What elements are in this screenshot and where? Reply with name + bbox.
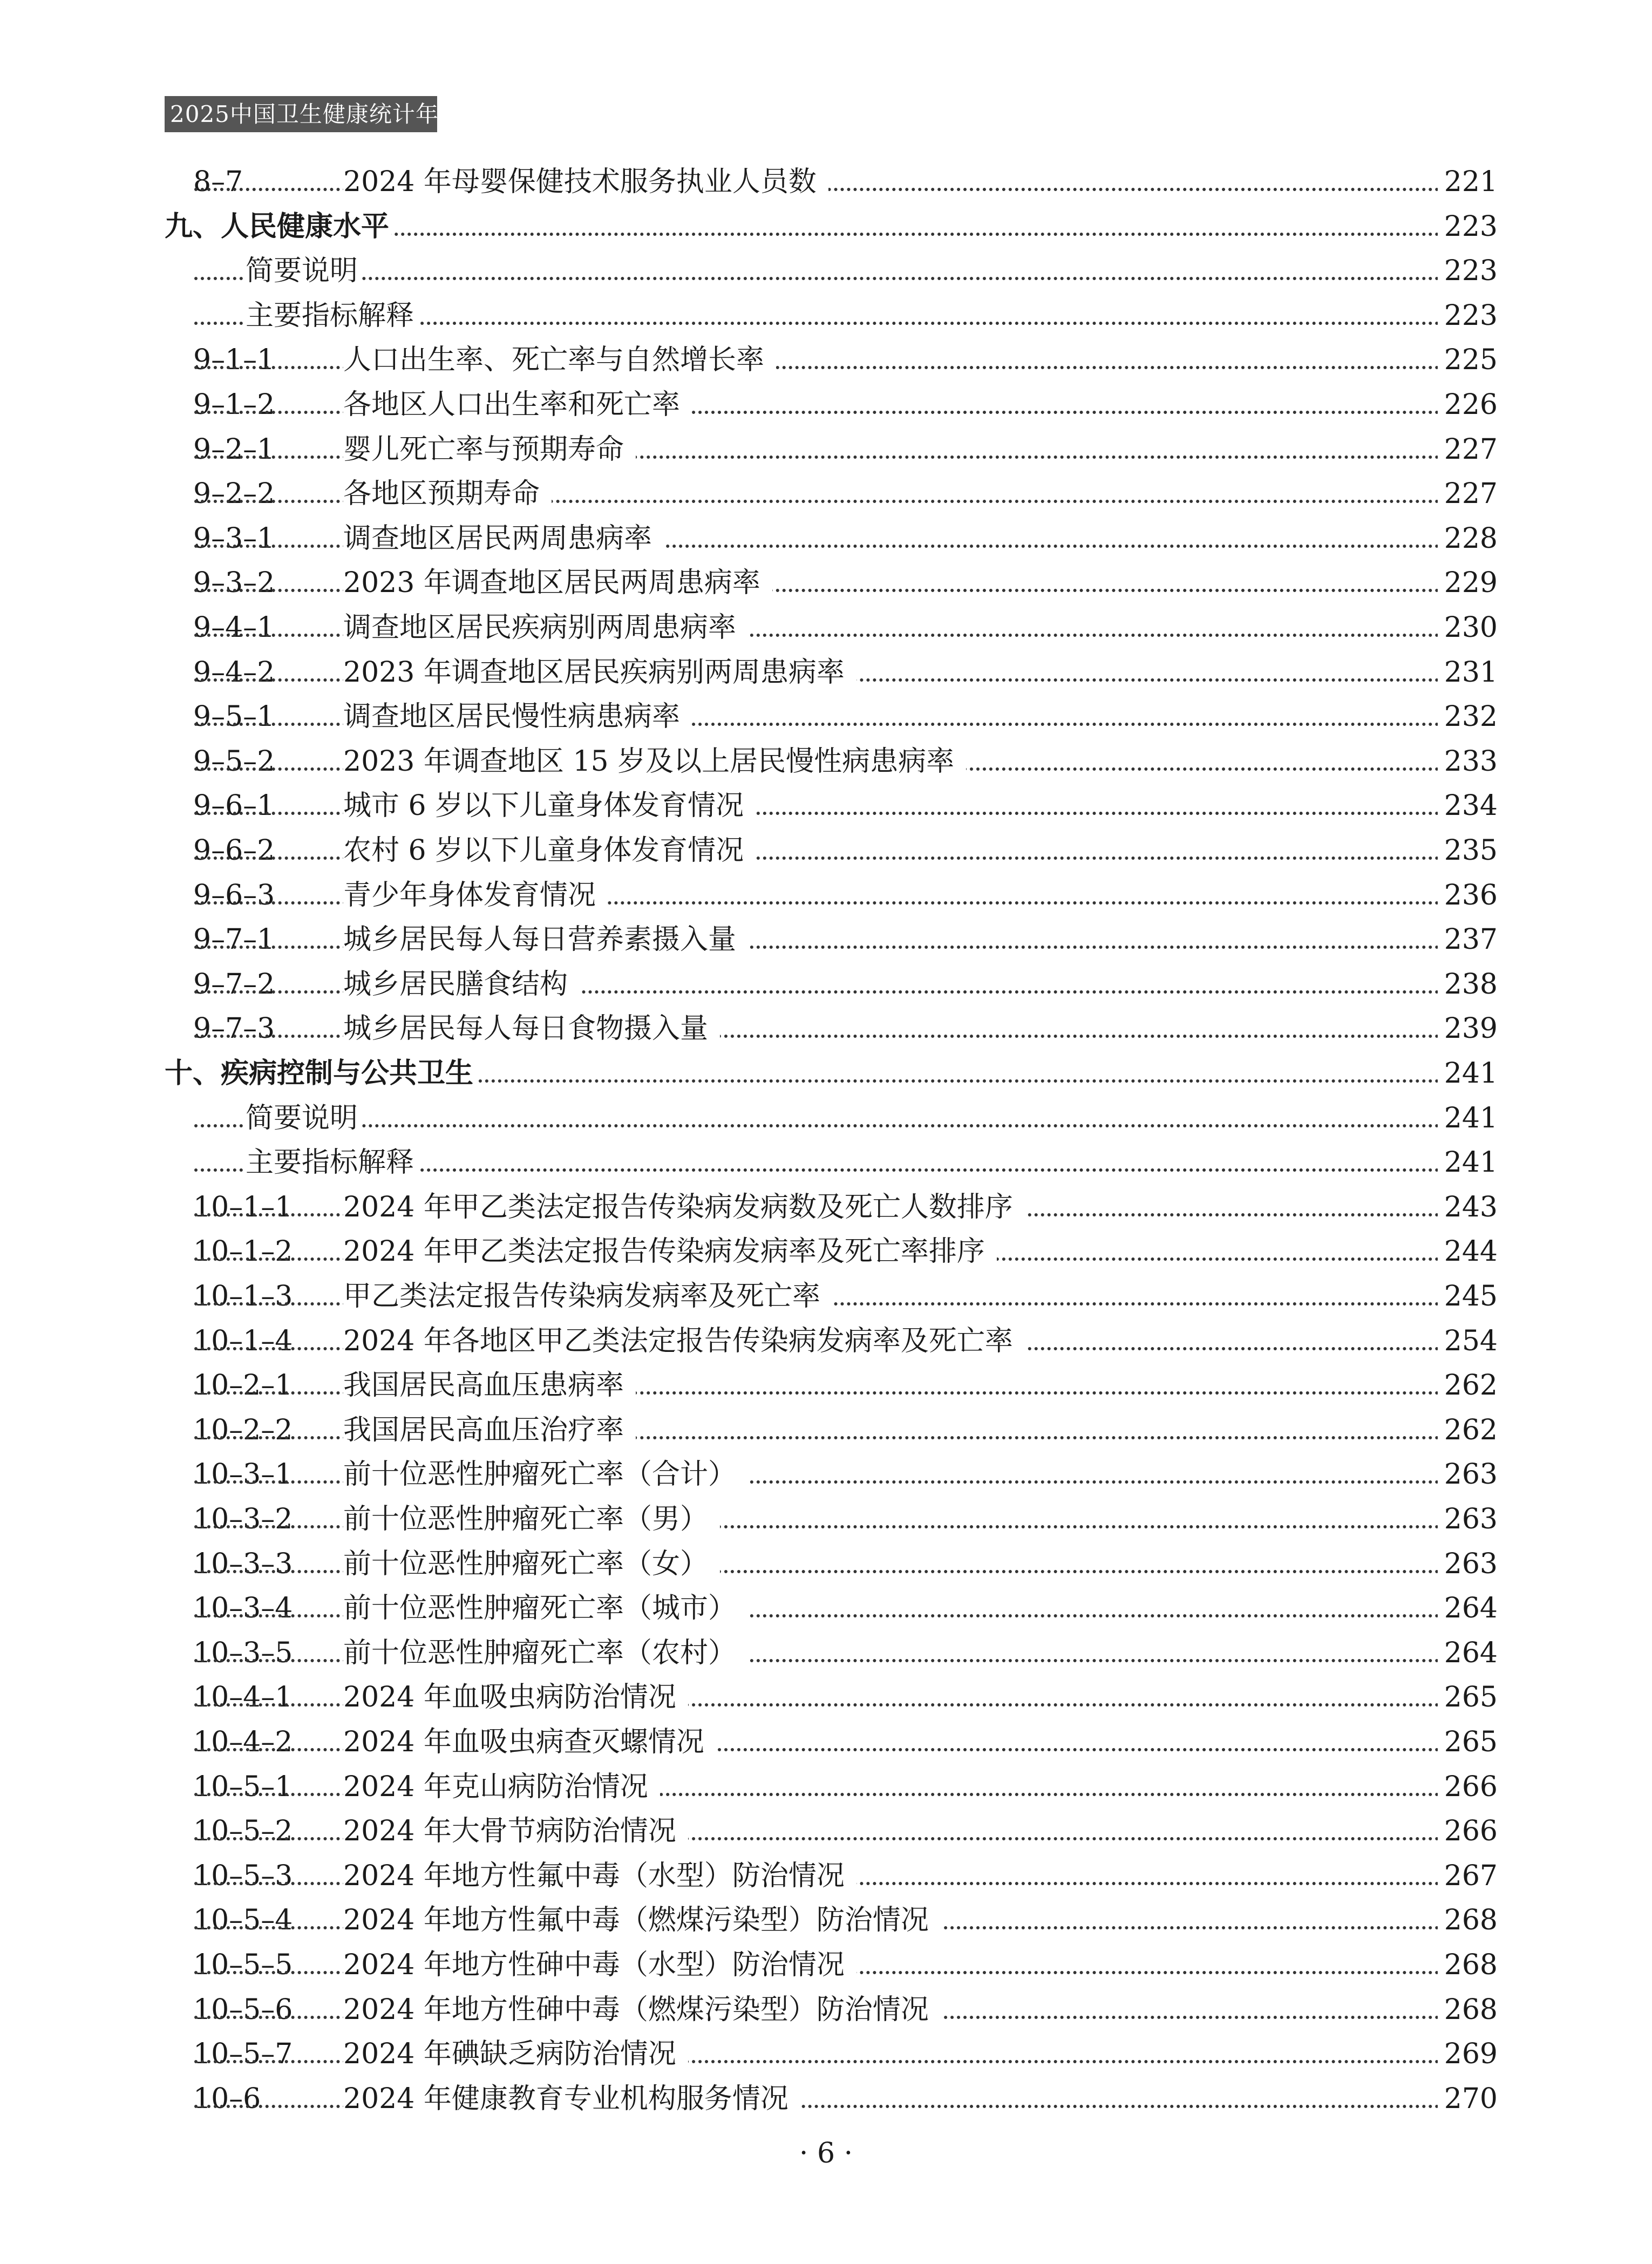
toc-entry-title: 2024 年地方性氟中毒（水型）防治情况 <box>343 1854 856 1898</box>
toc-page-number: 223 <box>1438 294 1498 338</box>
toc-entry-number: 10–5–7 <box>193 2038 293 2070</box>
toc-entry-number: 9–7–2 <box>193 968 275 1001</box>
toc-entry[interactable] <box>0 561 1652 605</box>
toc-page-number: 223 <box>1438 205 1498 249</box>
toc-entry[interactable] <box>0 383 1652 427</box>
toc-entry-title: 各地区预期寿命 <box>343 472 552 516</box>
toc-sub-entry[interactable] <box>0 1096 1652 1140</box>
toc-entry-title: 2023 年调查地区居民两周患病率 <box>343 561 772 605</box>
toc-entry[interactable] <box>0 1675 1652 1719</box>
toc-entry[interactable] <box>0 1898 1652 1942</box>
toc-entry[interactable] <box>0 1765 1652 1809</box>
toc-page-number: 243 <box>1438 1185 1498 1229</box>
toc-entry-title: 2024 年血吸虫病防治情况 <box>343 1675 688 1719</box>
toc-page-number: 264 <box>1438 1631 1498 1675</box>
toc-page-number: 241 <box>1438 1096 1498 1140</box>
toc-entry[interactable] <box>0 1943 1652 1987</box>
toc-entry-title: 青少年身体发育情况 <box>343 873 608 917</box>
toc-entry-number: 9–1–1 <box>193 344 275 376</box>
toc-entry-title: 2023 年调查地区 15 岁及以上居民慢性病患病率 <box>343 739 966 784</box>
toc-entry-number: 8–7 <box>193 166 243 198</box>
toc-page-number: 268 <box>1438 1988 1498 2032</box>
toc-page-number: 225 <box>1438 338 1498 382</box>
toc-entry-number: 10–5–3 <box>193 1860 293 1892</box>
toc-entry[interactable] <box>0 873 1652 917</box>
toc-entry-title: 婴儿死亡率与预期寿命 <box>343 427 636 472</box>
toc-entry-number: 10–1–3 <box>193 1280 293 1313</box>
toc-entry[interactable] <box>0 695 1652 739</box>
toc-entry-title: 2024 年健康教育专业机构服务情况 <box>343 2077 800 2121</box>
toc-entry-title: 各地区人口出生率和死亡率 <box>343 383 692 427</box>
toc-page-number: 266 <box>1438 1765 1498 1809</box>
toc-entry-number: 9–2–1 <box>193 433 275 466</box>
toc-entry[interactable] <box>0 962 1652 1007</box>
toc-page-number: 238 <box>1438 962 1498 1007</box>
toc-entry-number: 10–4–2 <box>193 1726 293 1758</box>
toc-entry[interactable] <box>0 338 1652 382</box>
toc-entry-title: 前十位恶性肿瘤死亡率（城市） <box>343 1586 748 1630</box>
toc-entry-number: 9–5–1 <box>193 701 275 733</box>
toc-entry[interactable] <box>0 739 1652 784</box>
toc-entry-number: 10–2–2 <box>193 1414 293 1446</box>
toc-entry-title: 调查地区居民两周患病率 <box>343 516 664 561</box>
toc-entry-number: 9–1–2 <box>193 389 275 421</box>
toc-entry-number: 10–5–2 <box>193 1815 293 1847</box>
toc-entry[interactable] <box>0 1631 1652 1675</box>
toc-page-number: 265 <box>1438 1720 1498 1764</box>
toc-page-number: 268 <box>1438 1943 1498 1987</box>
toc-entry-title: 2024 年地方性氟中毒（燃煤污染型）防治情况 <box>343 1898 941 1942</box>
toc-entry[interactable] <box>0 1854 1652 1898</box>
toc-entry[interactable] <box>0 828 1652 873</box>
toc-entry-title: 我国居民高血压治疗率 <box>343 1408 636 1452</box>
toc-page-number: 266 <box>1438 1809 1498 1853</box>
toc-entry[interactable] <box>0 1229 1652 1274</box>
toc-page-number: 245 <box>1438 1274 1498 1318</box>
toc-page-number: 264 <box>1438 1586 1498 1630</box>
toc-entry-title: 调查地区居民慢性病患病率 <box>343 695 692 739</box>
toc-page-number: 228 <box>1438 516 1498 561</box>
toc-page-number: 237 <box>1438 917 1498 962</box>
toc-entry-title: 城乡居民膳食结构 <box>343 962 580 1007</box>
toc-entry-title: 前十位恶性肿瘤死亡率（合计） <box>343 1452 748 1497</box>
toc-page-number: 241 <box>1438 1051 1498 1096</box>
toc-page-number: 254 <box>1438 1319 1498 1363</box>
toc-page-number: 226 <box>1438 383 1498 427</box>
toc-entry-number: 9–6–2 <box>193 834 275 867</box>
toc-entry[interactable] <box>0 1809 1652 1853</box>
toc-page-number: 233 <box>1438 739 1498 784</box>
toc-sub-entry[interactable] <box>0 249 1652 293</box>
toc-entry-title: 2024 年甲乙类法定报告传染病发病率及死亡率排序 <box>343 1229 997 1274</box>
toc-page-number: 267 <box>1438 1854 1498 1898</box>
toc-entry[interactable] <box>0 427 1652 472</box>
toc-entry[interactable] <box>0 1586 1652 1630</box>
toc-entry[interactable] <box>0 1274 1652 1318</box>
toc-entry-number: 10–1–2 <box>193 1235 293 1268</box>
toc-entry-title: 城乡居民每人每日食物摄入量 <box>343 1007 720 1051</box>
toc-entry-number: 9–5–2 <box>193 745 275 778</box>
toc-entry-number: 10–3–2 <box>193 1503 293 1535</box>
toc-page-number: 239 <box>1438 1007 1498 1051</box>
toc-entry-title: 主要指标解释 <box>246 294 418 338</box>
toc-page-number: 227 <box>1438 472 1498 516</box>
toc-page-number: 265 <box>1438 1675 1498 1719</box>
toc-entry-title: 甲乙类法定报告传染病发病率及死亡率 <box>343 1274 832 1318</box>
toc-entry-title: 2024 年碘缺乏病防治情况 <box>343 2032 688 2076</box>
toc-entry-title: 城乡居民每人每日营养素摄入量 <box>343 917 748 962</box>
toc-page-number: 262 <box>1438 1408 1498 1452</box>
dot-leader <box>194 1124 1498 1127</box>
toc-entry-title: 主要指标解释 <box>246 1140 418 1185</box>
toc-entry[interactable] <box>0 1497 1652 1541</box>
toc-entry-number: 10–4–1 <box>193 1681 293 1714</box>
toc-entry-number: 9–3–2 <box>193 567 275 599</box>
toc-entry-title: 2024 年各地区甲乙类法定报告传染病发病率及死亡率 <box>343 1319 1025 1363</box>
page-number: · 6 · <box>799 2137 853 2170</box>
toc-page-number: 223 <box>1438 249 1498 293</box>
toc-entry[interactable] <box>0 1408 1652 1452</box>
toc-page-number: 269 <box>1438 2032 1498 2076</box>
dot-leader <box>194 277 1498 280</box>
toc-entry[interactable] <box>0 472 1652 516</box>
toc-entry[interactable] <box>0 917 1652 962</box>
toc-entry-number: 10–3–3 <box>193 1548 293 1580</box>
toc-entry-title: 十、疾病控制与公共卫生 <box>165 1051 475 1096</box>
toc-page-number: 263 <box>1438 1542 1498 1586</box>
toc-entry[interactable] <box>0 784 1652 828</box>
toc-entry[interactable] <box>0 1720 1652 1764</box>
toc-entry[interactable] <box>0 1007 1652 1051</box>
toc-entry-title: 2024 年血吸虫病查灭螺情况 <box>343 1720 716 1764</box>
toc-entry-title: 2024 年大骨节病防治情况 <box>343 1809 688 1853</box>
toc-entry-title: 前十位恶性肿瘤死亡率（女） <box>343 1542 720 1586</box>
toc-entry-number: 10–1–4 <box>193 1325 293 1357</box>
toc-entry[interactable] <box>0 2032 1652 2076</box>
toc-page-number: 231 <box>1438 650 1498 695</box>
toc-entry-number: 9–3–1 <box>193 522 275 555</box>
toc-sub-entry[interactable] <box>0 1140 1652 1185</box>
toc-page-number: 268 <box>1438 1898 1498 1942</box>
toc-page-number: 227 <box>1438 427 1498 472</box>
toc-page-number: 241 <box>1438 1140 1498 1185</box>
toc-entry-number: 9–4–1 <box>193 611 275 644</box>
toc-entry-number: 10–2–1 <box>193 1369 293 1402</box>
toc-entry[interactable] <box>0 650 1652 695</box>
toc-page-number: 232 <box>1438 695 1498 739</box>
toc-entry[interactable] <box>0 1452 1652 1497</box>
toc-page-number: 270 <box>1438 2077 1498 2121</box>
toc-entry-title: 简要说明 <box>246 249 362 293</box>
toc-entry-number: 10–3–1 <box>193 1458 293 1491</box>
toc-page-number: 234 <box>1438 784 1498 828</box>
toc-page-number: 244 <box>1438 1229 1498 1274</box>
toc-entry[interactable] <box>0 606 1652 650</box>
toc-entry-number: 9–7–1 <box>193 923 275 956</box>
toc-entry-title: 九、人民健康水平 <box>165 205 391 249</box>
toc-sub-entry[interactable] <box>0 294 1652 338</box>
toc-entry-number: 10–5–5 <box>193 1949 293 1981</box>
toc-page-number: 229 <box>1438 561 1498 605</box>
toc-entry-number: 10–5–1 <box>193 1771 293 1803</box>
toc-page-number: 236 <box>1438 873 1498 917</box>
toc-entry-number: 10–1–1 <box>193 1191 293 1223</box>
toc-entry-number: 10–5–4 <box>193 1904 293 1936</box>
toc-entry-title: 2024 年母婴保健技术服务执业人员数 <box>343 160 828 204</box>
toc-entry-number: 10–6 <box>193 2083 261 2115</box>
toc-entry[interactable] <box>0 1363 1652 1408</box>
toc-entry-title: 农村 6 岁以下儿童身体发育情况 <box>343 828 756 873</box>
toc-entry-title: 城市 6 岁以下儿童身体发育情况 <box>343 784 756 828</box>
toc-entry[interactable] <box>0 1988 1652 2032</box>
toc-entry-title: 人口出生率、死亡率与自然增长率 <box>343 338 776 382</box>
toc-page-number: 221 <box>1438 160 1498 204</box>
toc-entry-title: 我国居民高血压患病率 <box>343 1363 636 1408</box>
toc-entry[interactable] <box>0 1542 1652 1586</box>
toc-entry[interactable] <box>0 2077 1652 2121</box>
toc-entry-title: 2023 年调查地区居民疾病别两周患病率 <box>343 650 856 695</box>
toc-entry-number: 9–7–3 <box>193 1012 275 1045</box>
toc-entry-title: 前十位恶性肿瘤死亡率（男） <box>343 1497 720 1541</box>
toc-entry-title: 2024 年地方性砷中毒（水型）防治情况 <box>343 1943 856 1987</box>
toc-entry[interactable] <box>0 1319 1652 1363</box>
toc-entry-title: 简要说明 <box>246 1096 362 1140</box>
running-header-badge: 2025中国卫生健康统计年鉴 <box>165 96 437 132</box>
toc-entry[interactable] <box>0 1185 1652 1229</box>
toc-entry-number: 9–2–2 <box>193 478 275 510</box>
toc-entry-number: 10–3–4 <box>193 1592 293 1624</box>
toc-entry-number: 9–6–1 <box>193 790 275 822</box>
toc-page-number: 230 <box>1438 606 1498 650</box>
toc-entry-title: 2024 年甲乙类法定报告传染病发病数及死亡人数排序 <box>343 1185 1025 1229</box>
toc-entry-number: 9–4–2 <box>193 656 275 689</box>
toc-entry-number: 10–3–5 <box>193 1637 293 1669</box>
toc-entry-title: 前十位恶性肿瘤死亡率（农村） <box>343 1631 748 1675</box>
toc-entry-number: 10–5–6 <box>193 1994 293 2026</box>
toc-section-heading[interactable] <box>0 1051 1652 1096</box>
toc-page-number: 263 <box>1438 1497 1498 1541</box>
toc-page-number: 263 <box>1438 1452 1498 1497</box>
toc-entry-number: 9–6–3 <box>193 879 275 912</box>
toc-entry-title: 2024 年克山病防治情况 <box>343 1765 660 1809</box>
toc-entry[interactable] <box>0 516 1652 561</box>
toc-entry-title: 调查地区居民疾病别两周患病率 <box>343 606 748 650</box>
toc-section-heading[interactable] <box>0 205 1652 249</box>
toc-entry-title: 2024 年地方性砷中毒（燃煤污染型）防治情况 <box>343 1988 941 2032</box>
toc-entry[interactable] <box>0 160 1652 204</box>
toc-page-number: 235 <box>1438 828 1498 873</box>
toc-page-number: 262 <box>1438 1363 1498 1408</box>
